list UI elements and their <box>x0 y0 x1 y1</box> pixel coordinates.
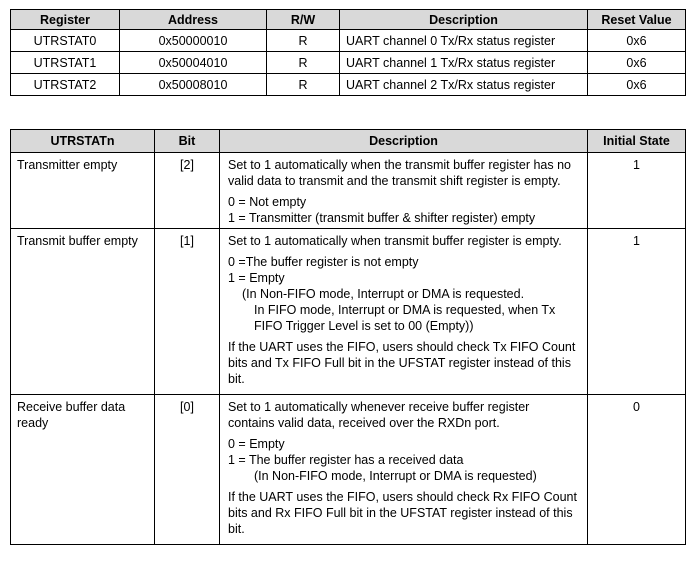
description-paragraph: Set to 1 automatically whenever receive buffer register contains valid data, received over the RXDn port. <box>228 400 530 430</box>
field-name: Receive buffer data ready <box>11 395 155 545</box>
field-description <box>220 153 588 229</box>
register-name: UTRSTAT1 <box>11 52 120 74</box>
description-line: (In Non-FIFO mode, Interrupt or DMA is requested. <box>242 287 525 301</box>
description-line: 0 = Empty <box>228 437 285 451</box>
field-bit: [1] <box>155 229 220 395</box>
register-name: UTRSTAT0 <box>11 30 120 52</box>
field-bit: [2] <box>155 153 220 229</box>
register-address: 0x50004010 <box>120 52 267 74</box>
table-row <box>11 30 686 52</box>
register-address: 0x50000010 <box>120 30 267 52</box>
description-line: 0 =The buffer register is not empty <box>228 255 419 269</box>
description-line: 1 = Empty <box>228 271 285 285</box>
table-row <box>11 395 686 545</box>
field-initial-state: 1 <box>588 229 686 395</box>
register-rw: R <box>267 30 340 52</box>
register-rw: R <box>267 74 340 96</box>
register-reset-value: 0x6 <box>588 30 686 52</box>
description-line: In FIFO mode, Interrupt or DMA is requested, when Tx FIFO Trigger Level is set to 00 (Empty)) <box>254 303 556 333</box>
register-table-header <box>11 10 686 30</box>
header-description: Description <box>220 130 588 153</box>
register-name: UTRSTAT2 <box>11 74 120 96</box>
field-name: Transmit buffer empty <box>11 229 155 395</box>
table-row <box>11 153 686 229</box>
field-initial-state: 0 <box>588 395 686 545</box>
header-initial-state: Initial State <box>588 130 686 153</box>
table-row <box>11 52 686 74</box>
header-rw: R/W <box>267 10 340 30</box>
description-line: 1 = Transmitter (transmit buffer & shifter register) empty <box>228 211 536 225</box>
header-reset-value: Reset Value <box>588 10 686 30</box>
header-utrstatn: UTRSTATn <box>11 130 155 153</box>
register-table <box>10 9 686 96</box>
description-paragraph: If the UART uses the FIFO, users should check Rx FIFO Count bits and Rx FIFO Full bit in the UFSTAT register instead of this bit. <box>228 490 577 536</box>
header-register: Register <box>11 10 120 30</box>
table-row <box>11 229 686 395</box>
register-description: UART channel 1 Tx/Rx status register <box>340 52 588 74</box>
bit-field-table <box>10 129 686 545</box>
description-line: (In Non-FIFO mode, Interrupt or DMA is requested) <box>254 469 537 483</box>
bit-table-header <box>11 130 686 153</box>
field-description <box>220 395 588 545</box>
register-reset-value: 0x6 <box>588 74 686 96</box>
field-initial-state: 1 <box>588 153 686 229</box>
field-bit: [0] <box>155 395 220 545</box>
field-name: Transmitter empty <box>11 153 155 229</box>
table-row <box>11 74 686 96</box>
description-line: 1 = The buffer register has a received data <box>228 453 464 467</box>
description-paragraph: Set to 1 automatically when the transmit buffer register has no valid data to transmit and the transmit shift register is empty. <box>228 158 572 188</box>
header-address: Address <box>120 10 267 30</box>
register-rw: R <box>267 52 340 74</box>
register-address: 0x50008010 <box>120 74 267 96</box>
description-paragraph: If the UART uses the FIFO, users should check Tx FIFO Count bits and Tx FIFO Full bit in the UFSTAT register instead of this bit. <box>228 340 576 386</box>
field-description <box>220 229 588 395</box>
register-description: UART channel 0 Tx/Rx status register <box>340 30 588 52</box>
register-description: UART channel 2 Tx/Rx status register <box>340 74 588 96</box>
header-bit: Bit <box>155 130 220 153</box>
header-description: Description <box>340 10 588 30</box>
description-line: 0 = Not empty <box>228 195 307 209</box>
description-paragraph: Set to 1 automatically when transmit buffer register is empty. <box>228 234 562 248</box>
register-reset-value: 0x6 <box>588 52 686 74</box>
